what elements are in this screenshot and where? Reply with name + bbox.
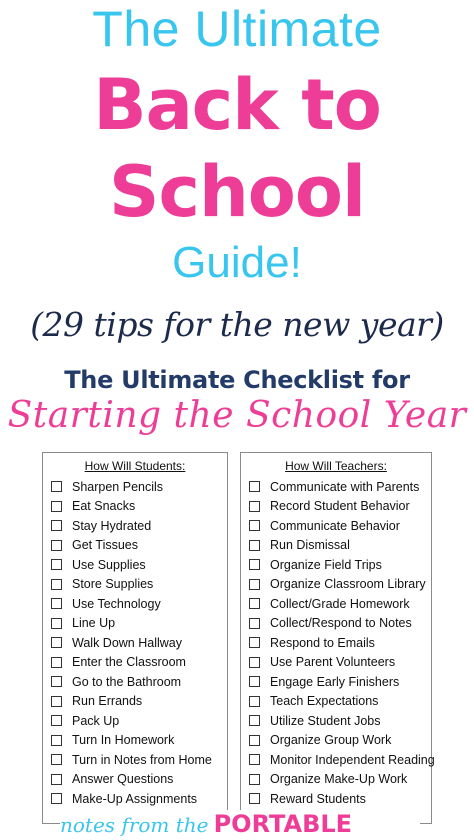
checklist-item[interactable] [43, 789, 227, 809]
checkbox-icon[interactable] [249, 657, 260, 668]
checkbox-icon[interactable] [51, 520, 62, 531]
checkbox-icon[interactable] [249, 618, 260, 629]
checklist-item[interactable] [43, 711, 227, 731]
checkbox-icon[interactable] [249, 735, 260, 746]
checklist-item-label: Enter the Classroom [72, 655, 186, 670]
checklist-item[interactable] [43, 692, 227, 712]
checklist-item[interactable] [43, 594, 227, 614]
checkbox-icon[interactable] [249, 598, 260, 609]
checklist-item[interactable] [241, 614, 431, 634]
checkbox-icon[interactable] [51, 579, 62, 590]
checklist-item[interactable] [241, 750, 435, 770]
checklist-item[interactable] [241, 789, 431, 809]
checklist-item[interactable] [241, 633, 431, 653]
checkbox-icon[interactable] [51, 481, 62, 492]
checklist-item-label: Run Errands [72, 694, 143, 709]
students-checklist [43, 477, 227, 809]
checkbox-icon[interactable] [51, 501, 62, 512]
checkbox-icon[interactable] [51, 715, 62, 726]
checklist-item[interactable] [43, 575, 227, 595]
checkbox-icon[interactable] [51, 793, 62, 804]
checklist-item-label: Organize Group Work [270, 733, 392, 748]
checkbox-icon[interactable] [249, 481, 260, 492]
title-line-ultimate: The Ultimate [92, 1, 382, 57]
checkbox-icon[interactable] [249, 559, 260, 570]
checklist-item[interactable] [43, 516, 227, 536]
checkbox-icon[interactable] [51, 540, 62, 551]
checklist-item-label: Communicate Behavior [270, 518, 400, 533]
checklist-item-label: Turn In Homework [72, 733, 175, 748]
title-line-back-to: Back to [93, 64, 381, 146]
checklist-item[interactable] [241, 516, 431, 536]
checklist-item-label: Run Dismissal [270, 538, 350, 553]
checkbox-icon[interactable] [249, 696, 260, 707]
checklist-item[interactable] [43, 477, 227, 497]
checkbox-icon[interactable] [249, 637, 260, 648]
checkbox-icon[interactable] [249, 579, 260, 590]
checkbox-icon[interactable] [51, 754, 62, 765]
subtitle-tips: (29 tips for the new year) [30, 305, 444, 344]
checklist-item-label: Line Up [72, 616, 116, 631]
checkbox-icon[interactable] [51, 559, 62, 570]
checkbox-icon[interactable] [51, 618, 62, 629]
checkbox-icon[interactable] [249, 501, 260, 512]
checkbox-icon[interactable] [249, 676, 260, 687]
checklist-item-label: Record Student Behavior [270, 499, 410, 514]
checklist-item-label: Communicate with Parents [270, 479, 420, 494]
checklist-item[interactable] [241, 497, 431, 517]
students-checklist-title: How Will Students: [84, 459, 186, 473]
checkbox-icon[interactable] [51, 657, 62, 668]
checklist-item-label: Get Tissues [72, 538, 138, 553]
checklist-item[interactable] [241, 555, 431, 575]
checklist-item-label: Make-Up Assignments [72, 791, 198, 806]
checkbox-icon[interactable] [249, 715, 260, 726]
students-checklist-card [42, 452, 228, 824]
checklist-item-label: Teach Expectations [270, 694, 379, 709]
checklist-item[interactable] [241, 575, 431, 595]
checklist-heading: The Ultimate Checklist for [64, 366, 410, 394]
checklist-item-label: Use Supplies [72, 557, 146, 572]
teachers-checklist-title: How Will Teachers: [285, 459, 387, 473]
checklist-item-label: Reward Students [270, 791, 366, 806]
checklist-item[interactable] [43, 731, 227, 751]
checkbox-icon[interactable] [51, 598, 62, 609]
checklist-item-label: Organize Classroom Library [270, 577, 426, 592]
checklist-item-label: Stay Hydrated [72, 518, 152, 533]
checkbox-icon[interactable] [51, 696, 62, 707]
checklist-item-label: Eat Snacks [72, 499, 136, 514]
checklist-item-label: Collect/Grade Homework [270, 596, 410, 611]
checkbox-icon[interactable] [249, 520, 260, 531]
checklist-item-label: Monitor Independent Reading [270, 752, 435, 767]
teachers-checklist [241, 477, 435, 809]
checkbox-icon[interactable] [51, 735, 62, 746]
checklist-item-label: Respond to Emails [270, 635, 375, 650]
checklist-item-label: Store Supplies [72, 577, 154, 592]
checkbox-icon[interactable] [51, 637, 62, 648]
checklist-item-label: Sharpen Pencils [72, 479, 164, 494]
checklist-item-label: Walk Down Hallway [72, 635, 182, 650]
checklist-item-label: Collect/Respond to Notes [270, 616, 412, 631]
checklist-item[interactable] [43, 614, 227, 634]
title-line-school: School [109, 151, 365, 233]
checklist-item-label: Go to the Bathroom [72, 674, 182, 689]
brand-footer [60, 810, 420, 840]
checklist-item[interactable] [43, 633, 227, 653]
checklist-item[interactable] [43, 653, 227, 673]
checklist-item[interactable] [43, 770, 227, 790]
title-line-guide: Guide! [172, 238, 302, 287]
checklist-item-label: Answer Questions [72, 772, 174, 787]
checklist-item[interactable] [241, 770, 431, 790]
checkbox-icon[interactable] [249, 774, 260, 785]
teachers-checklist-card [240, 452, 435, 824]
checklist-item-label: Pack Up [72, 713, 120, 728]
checkbox-icon[interactable] [249, 754, 260, 765]
checklist-item[interactable] [43, 555, 227, 575]
brand-name: PORTABLE [213, 810, 353, 838]
checklist-item-label: Engage Early Finishers [270, 674, 400, 689]
checklist-item-label: Organize Field Trips [270, 557, 382, 572]
checklist-item-label: Turn in Notes from Home [72, 752, 212, 767]
checklist-item[interactable] [43, 536, 227, 556]
checklist-item[interactable] [241, 594, 431, 614]
checklist-item[interactable] [241, 692, 431, 712]
checkbox-icon[interactable] [51, 676, 62, 687]
checklist-script-heading: Starting the School Year [7, 395, 467, 436]
checklist-item-label: Utilize Student Jobs [270, 713, 381, 728]
checklist-item[interactable] [241, 672, 431, 692]
checkbox-icon[interactable] [249, 540, 260, 551]
checklist-item[interactable] [43, 497, 227, 517]
brand-prefix: notes from the [60, 813, 209, 837]
checklist-item[interactable] [241, 711, 431, 731]
checklist-item[interactable] [241, 536, 431, 556]
checkbox-icon[interactable] [249, 793, 260, 804]
checklist-item[interactable] [241, 653, 431, 673]
checkbox-icon[interactable] [51, 774, 62, 785]
checklist-item[interactable] [241, 477, 431, 497]
checklist-item-label: Use Technology [72, 596, 161, 611]
checklist-item-label: Use Parent Volunteers [270, 655, 396, 670]
checklist-item[interactable] [43, 750, 227, 770]
checklist-item[interactable] [43, 672, 227, 692]
checklist-item[interactable] [241, 731, 431, 751]
checklist-item-label: Organize Make-Up Work [270, 772, 408, 787]
